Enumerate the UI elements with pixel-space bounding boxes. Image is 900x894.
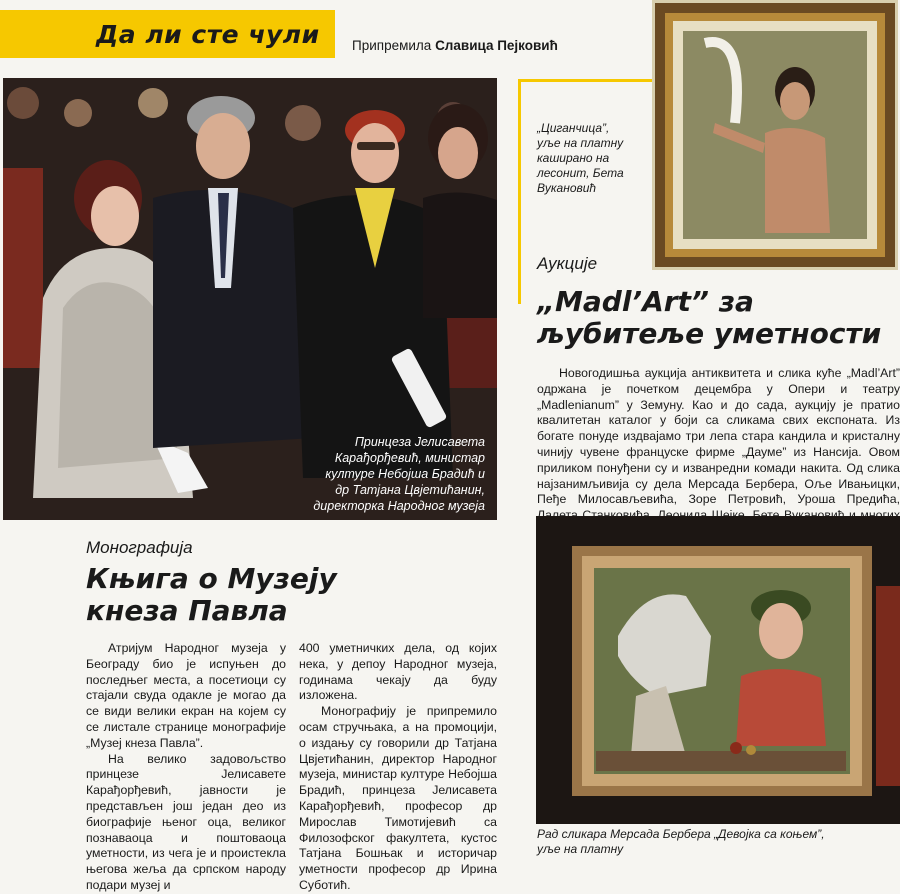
painting-top-caption: „Циганчица”, уље на платну кaширано на лесонит, Бета Вукановић: [537, 121, 624, 195]
painting-girl-with-horse-image: [536, 516, 900, 824]
section-banner-title: Да ли сте чули: [96, 19, 320, 49]
monograph-column-1: Атријум Народног музеја у Београду био је испуњен до последњег места, а посетиоци су стајали свуда одакле је могао да се види велики екран на којем су се листале странице монографије „Музеј кнеза Павла”. На велико задовољство принцезе Јелисавете Карађорђевић, јавности је представљен још један део из биографије њеног оца, великог познаваоца и поштоваоца уметности, из чега је и проистекла његова жеља да српском народу подари музеј и: [86, 641, 286, 892]
accent-line-horizontal: [518, 79, 652, 82]
monograph-section-label: Монографија: [86, 538, 193, 557]
event-photo: [3, 78, 497, 520]
monograph-column-2: 400 уметничких дела, од којих нека, у депоу Народног музеја, годинама чекају да буду изложена. Монографију је припремило осам стручњака, а на промоцији, о издању су говорили др Татјана Цвјетићанин, директор Народног музеја, министар културе Небојша Брадић, принцеза Јелисавета Карађорђевић, професор др Мирослав Тимотијевић са Филозофског факултета, кустос Татјана Бошњак и историчар уметности професор др Ирина Суботић.: [299, 641, 497, 892]
painting-gypsy-girl-image: [655, 3, 895, 267]
section-banner: [0, 10, 335, 58]
accent-line-vertical: [518, 82, 521, 304]
byline: Припремила Славица Пејковић: [352, 38, 558, 53]
byline-author: Славица Пејковић: [435, 38, 558, 53]
auction-title: „Madl’Art” за љубитеље уметности: [537, 285, 882, 350]
auction-body: Новогодишња аукција антиквитета и слика куће „Madl’Art” одржана је почетком децембра у Опери и театру „Madlenianum” у Земуну. Као и до сада, аукцију је пратио квалитетан каталог у боји са сликама свих експоната. Из богате понуде издвајамо три лепа стара кандила и кристалну чинију чувене француске фирме „Даумe” из Нансија. Овом приликом понуђени су и изванредни комади накита. Од слика најзанимљивија су дела Мерсада Бербера, Оље Ивањицки, Пеђе Милосављевића, Зоре Петровић, Уроша Предића,: [537, 366, 900, 507]
painting-girl-with-horse: [536, 516, 900, 824]
painting-gypsy-girl: [652, 0, 898, 270]
auction-section-label: Аукције: [537, 254, 598, 273]
event-photo-caption: Принцеза Јелисавета Карађорђевић, министар културе Небојша Брадић и др Татјана Цвјетићанин, директорка Народног музеја: [313, 435, 485, 513]
painting-bottom-caption: Рад сликара Мерсада Бербера „Девојка са коњем”, уље на платну: [537, 827, 825, 856]
monograph-title: Књига о Музеју кнеза Павла: [86, 562, 337, 627]
